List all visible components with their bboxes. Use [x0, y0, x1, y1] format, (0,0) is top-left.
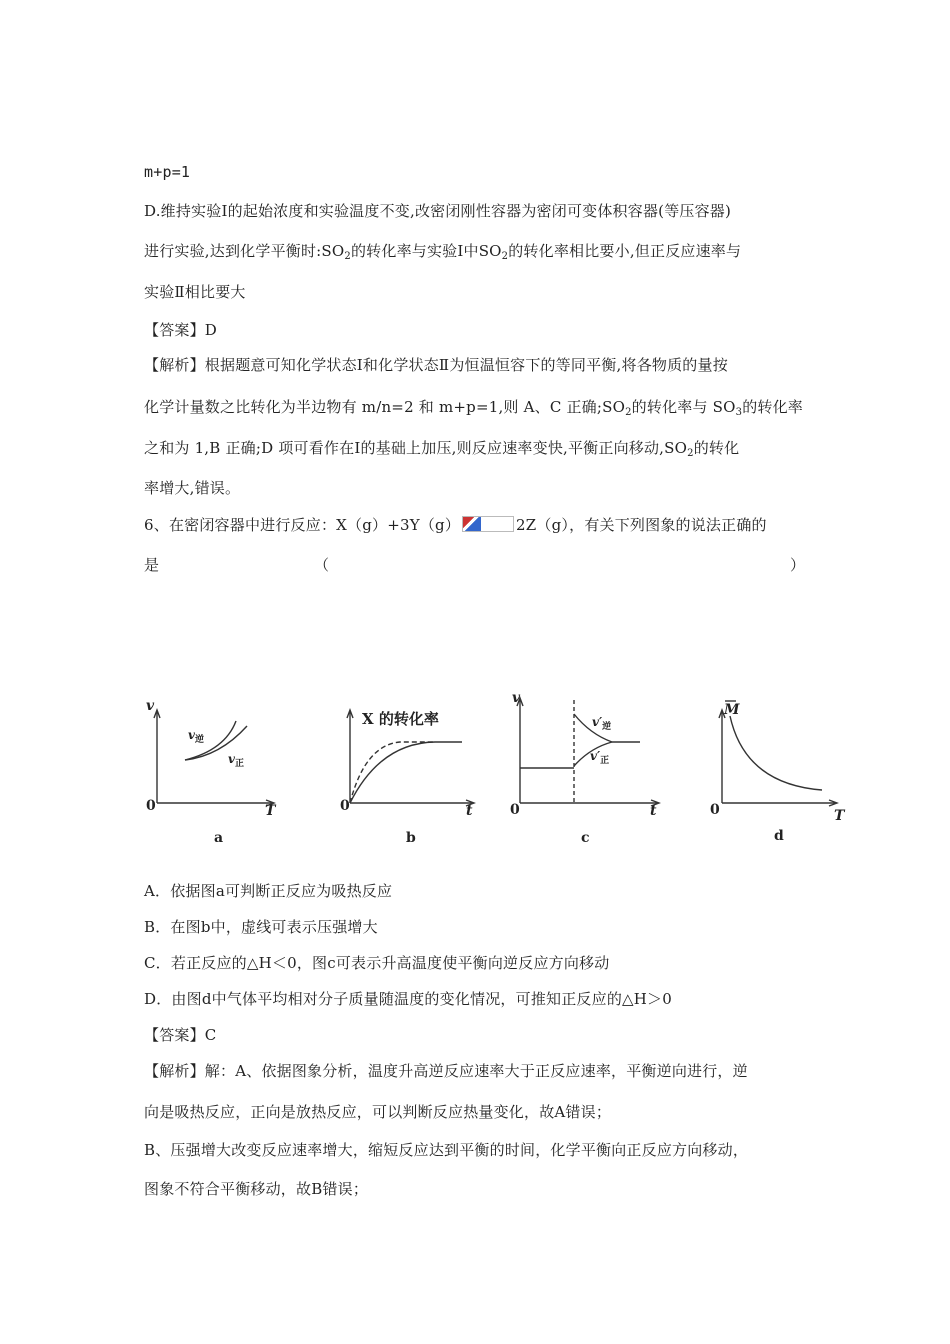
origin-label: 0 — [146, 798, 156, 814]
axis-label: t — [650, 803, 657, 819]
question-line: 是 （ ） — [144, 556, 806, 574]
text-line: 【解析】解：A、依据图象分析，温度升高逆反应速率大于正反应速率，平衡逆向进行，逆 — [144, 1062, 748, 1080]
option-d: D．由图d中气体平均相对分子质量随温度的变化情况，可推知正反应的△H＞0 — [144, 990, 672, 1008]
origin-label: 0 — [340, 798, 350, 814]
graph-title: X 的转化率 — [362, 710, 439, 728]
text-line: 向是吸热反应，正向是放热反应，可以判断反应热量变化，故A错误； — [144, 1103, 612, 1121]
option-a: A．依据图a可判断正反应为吸热反应 — [144, 882, 393, 900]
answer-label: 【答案】C — [144, 1026, 217, 1044]
axis-label: T — [834, 808, 845, 824]
curve-label: $v_逆$ — [188, 728, 204, 745]
question-line: 6、在密闭容器中进行反应：X（g）+3Y（g） 2Z（g），有关下列图象的说法正确的 — [144, 516, 767, 534]
text-line: 实验Ⅱ相比要大 — [144, 283, 246, 301]
equilibrium-arrow-icon — [462, 516, 514, 532]
graph-caption: d — [774, 828, 784, 844]
axis-label: M — [724, 702, 740, 718]
text-line: B、压强增大改变反应速率增大，缩短反应达到平衡的时间，化学平衡向正反应方向移动， — [144, 1141, 749, 1159]
text-line: 化学计量数之比转化为半边物有 m/n=2 和 m+p=1,则 A、C 正确$;SO_2$的转化率与 $SO_3$的转化率 — [144, 398, 803, 418]
axis-label: v — [512, 690, 521, 706]
axis-label: t — [466, 803, 473, 819]
text-line: 进行实验,达到化学平衡时$:SO_2$的转化率与实验Ⅰ中$SO_2$的转化率相比要小,但正反应速率与 — [144, 242, 742, 262]
origin-label: 0 — [510, 802, 520, 818]
text-line: 【解析】根据题意可知化学状态Ⅰ和化学状态Ⅱ为恒温恒容下的等同平衡,将各物质的量按 — [144, 356, 728, 374]
graph-caption: b — [406, 830, 416, 846]
curve-label: $v_正$ — [228, 752, 244, 769]
text-line: m+p=1 — [144, 163, 191, 181]
graph-caption: a — [214, 830, 224, 846]
figure-graphs — [0, 688, 950, 848]
curve-label: $v'_正$ — [590, 749, 610, 766]
answer-label: 【答案】D — [144, 321, 218, 339]
axis-label: T — [265, 803, 276, 819]
curve-label: $v'_逆$ — [592, 715, 612, 732]
text-line: 率增大,错误。 — [144, 479, 241, 497]
option-b: B．在图b中，虚线可表示压强增大 — [144, 918, 378, 936]
graph-caption: c — [581, 830, 590, 846]
axis-label: v — [146, 698, 155, 714]
text-line: 之和为 1,B 正确;D 项可看作在Ⅰ的基础上加压,则反应速率变快,平衡正向移动$,SO_2$的转化 — [144, 439, 740, 459]
text-line: D.维持实验Ⅰ的起始浓度和实验温度不变,改密闭刚性容器为密闭可变体积容器(等压容器) — [144, 202, 732, 220]
origin-label: 0 — [710, 802, 720, 818]
text-line: 图象不符合平衡移动，故B错误； — [144, 1180, 369, 1198]
option-c: C．若正反应的△H＜0，图c可表示升高温度使平衡向逆反应方向移动 — [144, 954, 610, 972]
